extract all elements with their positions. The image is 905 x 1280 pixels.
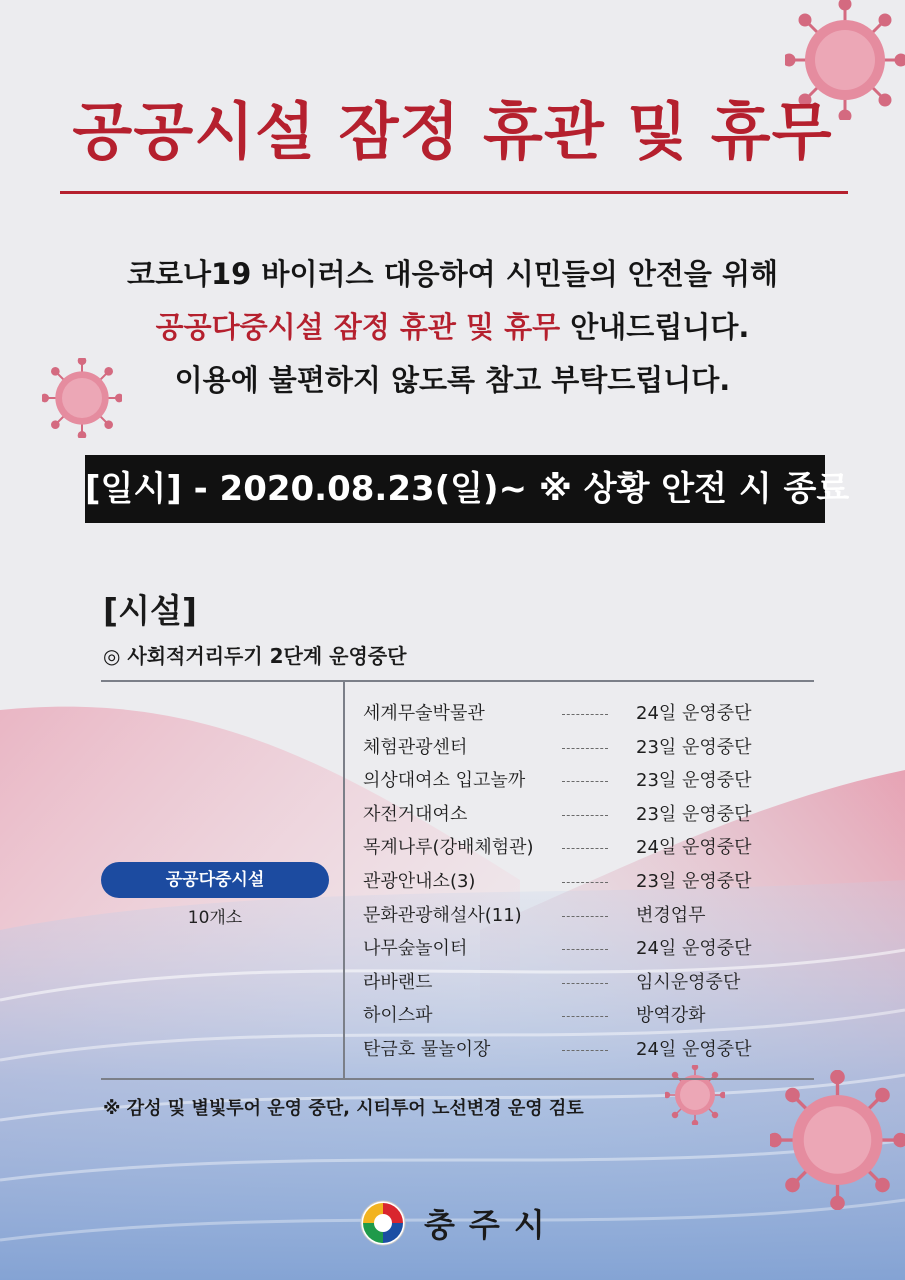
list-item xyxy=(363,731,803,765)
facility-name: 탄금호 물놀이장 xyxy=(363,1039,491,1060)
list-item xyxy=(363,831,803,865)
list-item xyxy=(363,798,803,832)
facility-status: 24일 운영중단 xyxy=(636,1039,752,1060)
list-item xyxy=(363,932,803,966)
facility-status: 23일 운영중단 xyxy=(636,871,752,892)
facility-name: 관광안내소(3) xyxy=(363,871,476,892)
city-logo xyxy=(360,1198,559,1248)
dash-leader xyxy=(562,848,608,849)
dash-leader xyxy=(562,983,608,984)
dash-leader xyxy=(562,949,608,950)
dash-leader xyxy=(562,882,608,883)
facility-name: 하이스파 xyxy=(363,1005,433,1027)
title-underline xyxy=(60,191,848,194)
intro-line-3: 이용에 불편하지 않도록 참고 부탁드립니다. xyxy=(174,363,731,397)
facility-name: 문화관광해설사(11) xyxy=(363,904,522,926)
facility-status: 방역강화 xyxy=(636,1005,706,1027)
city-emblem-icon xyxy=(360,1200,406,1246)
list-item xyxy=(363,764,803,798)
page-title: 공공시설 잠정 휴관 및 휴무 xyxy=(72,95,833,168)
footnote: ※ 감성 및 별빛투어 운영 중단, 시티투어 노선변경 운영 검토 xyxy=(103,1098,584,1119)
list-item xyxy=(363,697,803,731)
facility-status: 변경업무 xyxy=(636,904,706,926)
table-top-border xyxy=(101,680,814,682)
list-item xyxy=(363,1033,803,1067)
facility-status: 24일 운영중단 xyxy=(636,837,752,859)
dash-leader xyxy=(562,815,608,816)
dash-leader xyxy=(562,1016,608,1017)
dash-leader xyxy=(562,1050,608,1051)
intro-text xyxy=(0,248,905,407)
dash-leader xyxy=(562,916,608,917)
intro-line-2 xyxy=(0,301,905,354)
list-item xyxy=(363,899,803,933)
intro-highlight: 공공다중시설 잠정 휴관 및 휴무 xyxy=(155,310,561,344)
category-count: 10개소 xyxy=(187,908,243,928)
intro-line-2-rest: 안내드립니다. xyxy=(560,310,750,344)
list-item xyxy=(363,966,803,1000)
facility-name: 라바랜드 xyxy=(363,971,433,993)
facility-status: 23일 운영중단 xyxy=(636,770,752,792)
facility-status: 23일 운영중단 xyxy=(636,736,752,758)
facility-status: 24일 운영중단 xyxy=(636,938,752,960)
table-divider xyxy=(343,680,345,1080)
category-badge: 공공다중시설 xyxy=(101,862,329,898)
facility-status: 23일 운영중단 xyxy=(636,803,752,825)
facility-name: 자전거대여소 xyxy=(363,803,468,825)
facility-name: 세계무술박물관 xyxy=(363,703,485,724)
facility-status: 24일 운영중단 xyxy=(636,703,752,724)
list-item xyxy=(363,865,803,899)
city-name: 충주시 xyxy=(424,1206,559,1244)
intro-line-1: 코로나19 바이러스 대응하여 시민들의 안전을 위해 xyxy=(126,257,779,291)
facility-name: 체험관광센터 xyxy=(363,736,468,758)
facility-name: 나무숲놀이터 xyxy=(363,938,468,960)
date-banner: [일시] - 2020.08.23(일)~ ※ 상황 안전 시 종료 xyxy=(85,455,825,523)
section-subtitle: ◎ 사회적거리두기 2단계 운영중단 xyxy=(103,644,407,668)
section-title: [시설] xyxy=(103,591,197,630)
facility-name: 목계나루(강배체험관) xyxy=(363,837,534,859)
table-bottom-border xyxy=(101,1078,814,1080)
dash-leader xyxy=(562,781,608,782)
facility-name: 의상대여소 입고놀까 xyxy=(363,770,526,792)
dash-leader xyxy=(562,748,608,749)
dash-leader xyxy=(562,714,608,715)
list-item xyxy=(363,999,803,1033)
facility-status: 임시운영중단 xyxy=(636,971,741,993)
